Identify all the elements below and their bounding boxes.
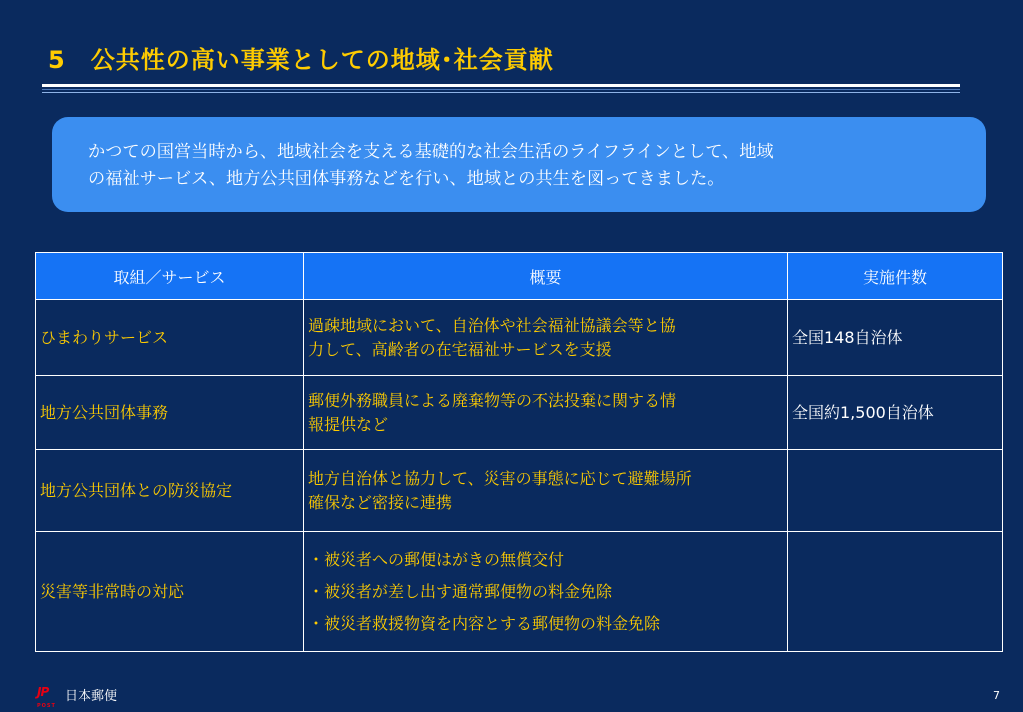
service-overview bbox=[304, 532, 788, 652]
service-count bbox=[788, 450, 1003, 532]
table-row bbox=[36, 300, 1003, 376]
service-count: 全国148自治体 bbox=[788, 300, 1003, 376]
service-name: 地方公共団体事務 bbox=[36, 376, 304, 450]
overview-line: 確保など密接に連携 bbox=[308, 492, 453, 512]
table-row bbox=[36, 450, 1003, 532]
page-number: 7 bbox=[993, 689, 1000, 702]
services-table bbox=[35, 252, 1003, 652]
table-row bbox=[36, 376, 1003, 450]
table-header-row bbox=[36, 253, 1003, 300]
service-count: 全国約1,500自治体 bbox=[788, 376, 1003, 450]
intro-line-2: の福祉サービス、地方公共団体事務などを行い、地域との共生を図ってきました。 bbox=[88, 169, 725, 189]
service-overview bbox=[304, 300, 788, 376]
logo-text: 日本郵便 bbox=[65, 688, 118, 704]
service-name: ひまわりサービス bbox=[36, 300, 304, 376]
title-divider bbox=[42, 84, 960, 93]
japan-post-logo bbox=[37, 684, 118, 709]
header-overview: 概要 bbox=[304, 253, 788, 300]
overview-line: 力して、高齢者の在宅福祉サービスを支援 bbox=[308, 339, 612, 359]
table-row bbox=[36, 532, 1003, 652]
service-name: 地方公共団体との防災協定 bbox=[36, 450, 304, 532]
overview-bullet: ・被災者への郵便はがきの無償交付 bbox=[308, 549, 565, 569]
header-count: 実施件数 bbox=[788, 253, 1003, 300]
overview-line: 過疎地域において、自治体や社会福祉協議会等と協 bbox=[308, 315, 676, 335]
jp-post-logo-icon bbox=[37, 684, 59, 709]
slide-title: 5 公共性の高い事業としての地域･社会貢献 bbox=[48, 46, 554, 74]
overview-line: 地方自治体と協力して、災害の事態に応じて避難場所 bbox=[308, 468, 692, 488]
service-name: 災害等非常時の対応 bbox=[36, 532, 304, 652]
overview-bullet: ・被災者が差し出す通常郵便物の料金免除 bbox=[308, 581, 613, 601]
intro-callout bbox=[52, 117, 986, 212]
overview-bullet: ・被災者救援物資を内容とする郵便物の料金免除 bbox=[308, 613, 661, 633]
overview-line: 報提供など bbox=[308, 414, 389, 434]
service-overview bbox=[304, 376, 788, 450]
overview-line: 郵便外務職員による廃棄物等の不法投棄に関する情 bbox=[308, 390, 677, 410]
service-count bbox=[788, 532, 1003, 652]
logo-mark-sub: POST bbox=[37, 702, 56, 709]
intro-line-1: かつての国営当時から、地域社会を支える基礎的な社会生活のライフラインとして、地域 bbox=[88, 142, 774, 162]
logo-mark-letters: JP bbox=[37, 684, 49, 699]
service-overview bbox=[304, 450, 788, 532]
header-service: 取組／サービス bbox=[36, 253, 304, 300]
